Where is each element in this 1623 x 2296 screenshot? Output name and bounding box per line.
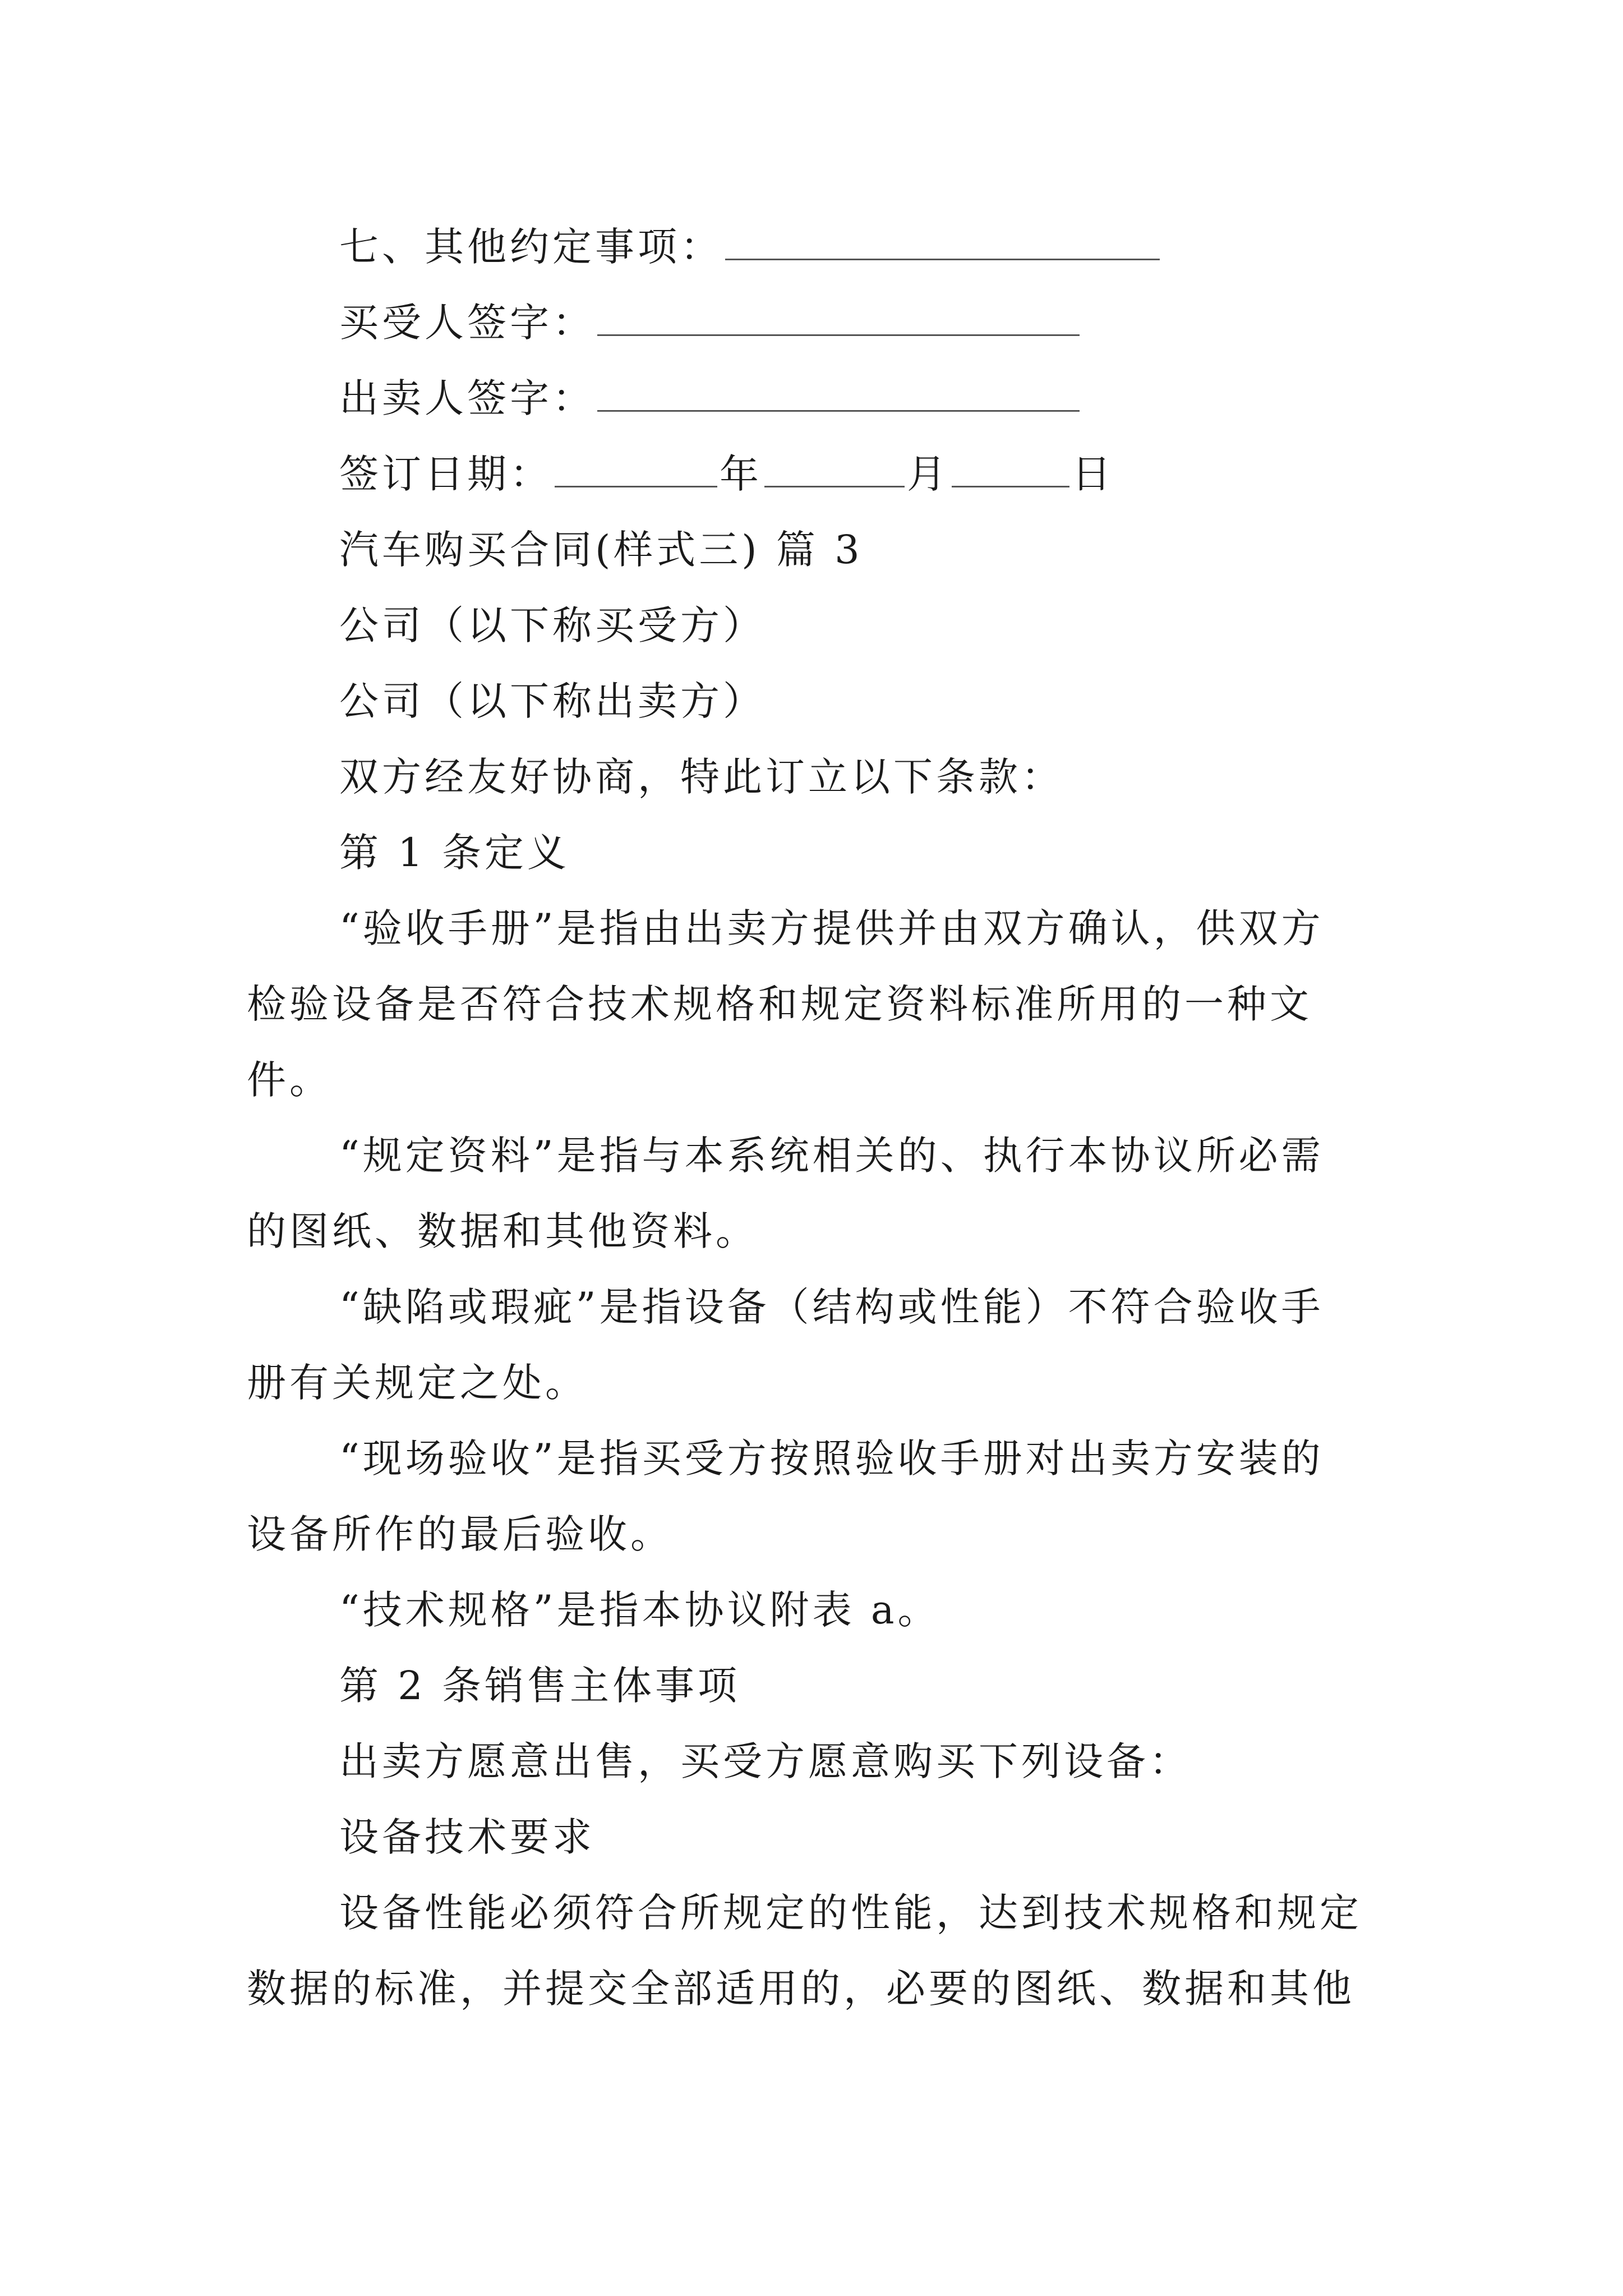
seller-signature-blank [597, 374, 1080, 412]
tech-requirements-title: 设备技术要求 [339, 1814, 595, 1860]
definition-1-line-1: “验收手册”是指由出卖方提供并由双方确认，供双方 [339, 905, 1324, 951]
day-label: 日 [1072, 451, 1114, 497]
buyer-signature-field [339, 297, 1082, 348]
contract-heading: 汽车购买合同(样式三) 篇 3 [339, 527, 863, 573]
definition-1-line-2: 检验设备是否符合技术规格和规定资料标准所用的一种文 [247, 981, 1312, 1027]
other-matters-field [339, 222, 1162, 272]
article-2-title: 第 2 条销售主体事项 [339, 1663, 741, 1709]
seller-party: 公司（以下称出卖方） [339, 678, 766, 724]
definition-2-line-1: “规定资料”是指与本系统相关的、执行本协议所必需 [339, 1133, 1324, 1179]
definition-5: “技术规格”是指本协议附表 a。 [339, 1587, 940, 1633]
definition-2-line-2: 的图纸、数据和其他资料。 [247, 1208, 758, 1254]
seller-signature-label: 出卖人签字： [339, 375, 595, 421]
buyer-signature-label: 买受人签字： [339, 300, 595, 346]
definition-3-line-1: “缺陷或瑕疵”是指设备（结构或性能）不符合验收手 [339, 1284, 1324, 1330]
day-blank [952, 450, 1069, 487]
sign-date-label: 签订日期： [339, 451, 552, 497]
other-matters-blank [725, 223, 1160, 260]
sale-intro: 出卖方愿意出售，买受方愿意购买下列设备： [339, 1738, 1192, 1784]
sign-date-field [339, 449, 1114, 499]
intro-paragraph: 双方经友好协商，特此订立以下条款： [339, 754, 1064, 800]
definition-4-line-1: “现场验收”是指买受方按照验收手册对出卖方安装的 [339, 1435, 1324, 1481]
year-label: 年 [720, 451, 762, 497]
year-blank [555, 450, 717, 487]
month-label: 月 [907, 451, 949, 497]
definition-1-line-3: 件。 [247, 1057, 332, 1103]
definition-4-line-2: 设备所作的最后验收。 [247, 1511, 673, 1557]
buyer-signature-blank [597, 298, 1080, 336]
performance-line-2: 数据的标准，并提交全部适用的，必要的图纸、数据和其他 [247, 1966, 1355, 2012]
seller-signature-field [339, 373, 1082, 424]
definition-3-line-2: 册有关规定之处。 [247, 1360, 588, 1406]
other-matters-label: 七、其他约定事项： [339, 224, 723, 270]
month-blank [764, 450, 905, 487]
buyer-party: 公司（以下称买受方） [339, 602, 766, 648]
article-1-title: 第 1 条定义 [339, 830, 570, 876]
performance-line-1: 设备性能必须符合所规定的性能，达到技术规格和规定 [339, 1890, 1362, 1936]
